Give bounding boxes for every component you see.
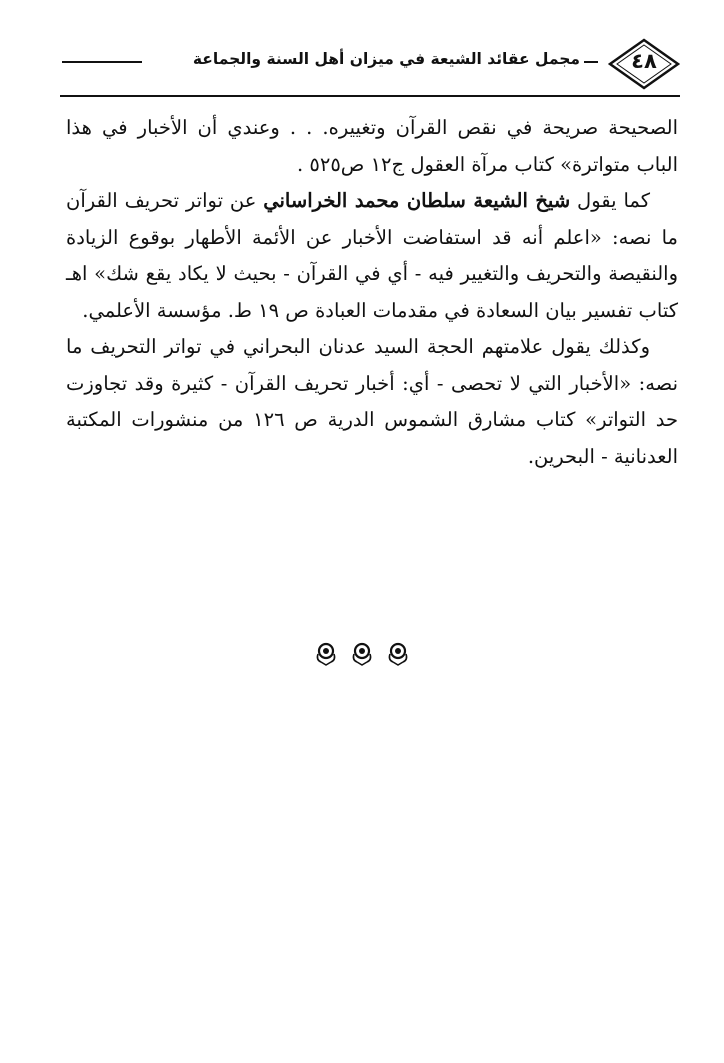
ornament-icon [315,640,337,666]
paragraph-3: وكذلك يقول علامتهم الحجة السيد عدنان البحراني في تواتر التحريف ما نصه: «الأخبار التي لا تحصى - أي: أخبار تحريف القرآن - كثيرة وقد تجاوزت حد التواتر» كتاب مشارق الشموس الدرية ص ١٢٦ من منشورات المكتبة العدنانية - البحرين. [66,335,679,468]
paragraph-2-rest: عن تواتر تحريف القرآن ما نصه: «اعلم أنه قد استفاضت الأخبار عن الأئمة الأطهار بوقوع الزيادة والنقيصة والتحريف والتغيير فيه - أي في القرآن - بحيث لا يكاد يقع شك» اهـ كتاب تفسير بيان السعادة في مقدمات العبادة ص ١٩ ط. مؤسسة الأعلمي. [66,189,678,322]
page-number: ٤٨ [631,49,657,73]
ornament-icon [387,640,409,666]
body-text [66,110,678,475]
ornament-row [0,640,724,666]
page-header [60,38,680,100]
paragraph-2-intro: كما يقول [570,189,650,212]
header-rule [60,95,680,97]
paragraph-1: الصحيحة صريحة في نقص القرآن وتغييره. . . وعندي أن الأخبار في هذا الباب متواترة» كتاب مرآة العقول ج١٢ ص٥٢٥ . [66,116,678,176]
paragraph-2-bold-name: شيخ الشيعة سلطان محمد الخراساني [263,189,571,212]
running-header-title: مجمل عقائد الشيعة في ميزان أهل السنة والجماعة [192,50,580,68]
page-number-badge [608,38,680,90]
header-dash [584,61,598,63]
ornament-icon [351,640,373,666]
paragraph-2 [66,183,678,329]
header-line [62,61,142,63]
